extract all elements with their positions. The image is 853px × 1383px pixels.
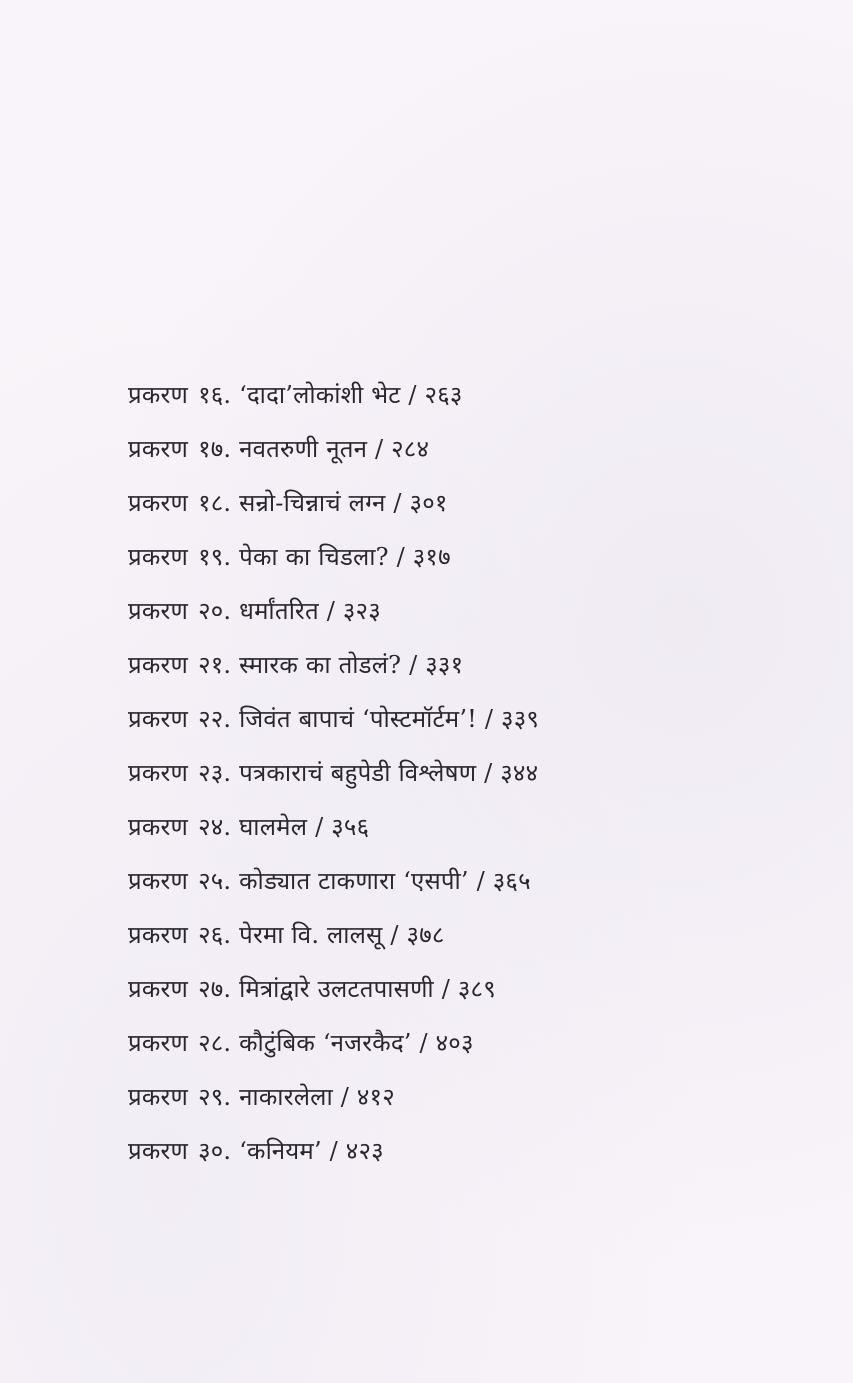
chapter-title: नाकारलेला — [239, 1083, 333, 1111]
toc-entry — [128, 1070, 768, 1124]
page-separator: / — [390, 921, 399, 949]
chapter-title: धर्मांतरित — [239, 597, 319, 625]
toc-entry — [128, 638, 768, 692]
chapter-title: जिवंत बापाचं ‘पोस्टमॉर्टम’! — [239, 705, 478, 733]
chapter-number: २४. — [198, 813, 232, 841]
chapter-label: प्रकरण — [128, 381, 189, 409]
chapter-title: पत्रकाराचं बहुपेडी विश्लेषण — [239, 759, 477, 787]
chapter-title: पेका का चिडला? — [239, 543, 389, 571]
page-separator: / — [476, 867, 485, 895]
chapter-number: १८. — [198, 489, 232, 517]
page-number: ३५६ — [331, 813, 370, 841]
chapter-label: प्रकरण — [128, 597, 189, 625]
chapter-label: प्रकरण — [128, 651, 189, 679]
chapter-number: २२. — [198, 705, 232, 733]
toc-entry — [128, 854, 768, 908]
toc-entry — [128, 800, 768, 854]
chapter-label: प्रकरण — [128, 759, 189, 787]
page-separator: / — [326, 597, 335, 625]
page-separator: / — [374, 435, 384, 463]
chapter-title: कौटुंबिक ‘नजरकैद’ — [239, 1029, 412, 1057]
chapter-number: २७. — [198, 975, 232, 1003]
chapter-title: सन्रो-चिन्नाचं लग्न — [239, 489, 386, 517]
toc-entry — [128, 584, 768, 638]
chapter-label: प्रकरण — [128, 435, 189, 463]
chapter-title: कोड्यात टाकणारा ‘एसपी’ — [239, 867, 469, 895]
toc-entry — [128, 530, 768, 584]
chapter-label: प्रकरण — [128, 1029, 189, 1057]
chapter-number: २१. — [198, 651, 232, 679]
page-number: ४०३ — [435, 1029, 474, 1057]
page-number: ३४४ — [500, 759, 539, 787]
page-separator: / — [329, 1137, 338, 1165]
chapter-number: २६. — [198, 921, 232, 949]
chapter-number: २९. — [198, 1083, 232, 1111]
chapter-number: २३. — [198, 759, 232, 787]
page-number: ४२३ — [345, 1137, 384, 1165]
toc-entry — [128, 368, 768, 422]
page-number: ३६५ — [492, 867, 531, 895]
chapter-number: २०. — [198, 597, 232, 625]
toc-entry — [128, 908, 768, 962]
table-of-contents — [128, 368, 768, 1178]
chapter-label: प्रकरण — [128, 543, 189, 571]
chapter-number: २८. — [198, 1029, 232, 1057]
page-separator: / — [340, 1083, 350, 1111]
chapter-title: नवतरुणी नूतन — [239, 435, 368, 463]
page-separator: / — [409, 651, 418, 679]
page-separator: / — [441, 975, 450, 1003]
chapter-label: प्रकरण — [128, 813, 189, 841]
chapter-number: १६. — [198, 381, 232, 409]
page-number: २८४ — [391, 435, 430, 463]
page-separator: / — [419, 1029, 428, 1057]
page-number: ३८९ — [457, 975, 496, 1003]
chapter-label: प्रकरण — [128, 867, 189, 895]
chapter-title: मित्रांद्वारे उलटतपासणी — [239, 975, 434, 1003]
page-separator: / — [484, 705, 494, 733]
chapter-number: ३०. — [198, 1137, 232, 1165]
toc-entry — [128, 1016, 768, 1070]
chapter-title: ‘कनियम’ — [239, 1137, 322, 1165]
page-separator: / — [393, 489, 402, 517]
page-number: ३१७ — [412, 543, 451, 571]
chapter-label: प्रकरण — [128, 975, 189, 1003]
page-number: ४१२ — [356, 1083, 395, 1111]
page-number: ३३१ — [425, 651, 464, 679]
page-separator: / — [396, 543, 405, 571]
chapter-label: प्रकरण — [128, 1083, 189, 1111]
chapter-title: स्मारक का तोडलं? — [239, 651, 402, 679]
page-number: २६३ — [424, 381, 463, 409]
page-number: ३२३ — [342, 597, 381, 625]
page-number: ३३९ — [501, 705, 540, 733]
chapter-number: १७. — [198, 435, 232, 463]
toc-entry — [128, 692, 768, 746]
chapter-label: प्रकरण — [128, 705, 189, 733]
chapter-number: २५. — [198, 867, 232, 895]
chapter-number: १९. — [198, 543, 232, 571]
chapter-label: प्रकरण — [128, 921, 189, 949]
toc-entry — [128, 476, 768, 530]
toc-entry — [128, 422, 768, 476]
page-separator: / — [315, 813, 324, 841]
toc-entry — [128, 746, 768, 800]
chapter-title: पेरमा वि. लालसू — [239, 921, 383, 949]
toc-entry — [128, 1124, 768, 1178]
page-separator: / — [408, 381, 417, 409]
page-number: ३०१ — [409, 489, 448, 517]
page-number: ३७८ — [406, 921, 445, 949]
toc-entry — [128, 962, 768, 1016]
chapter-title: घालमेल — [239, 813, 308, 841]
chapter-label: प्रकरण — [128, 489, 189, 517]
page-separator: / — [484, 759, 493, 787]
chapter-title: ‘दादा’लोकांशी भेट — [239, 381, 401, 409]
chapter-label: प्रकरण — [128, 1137, 189, 1165]
